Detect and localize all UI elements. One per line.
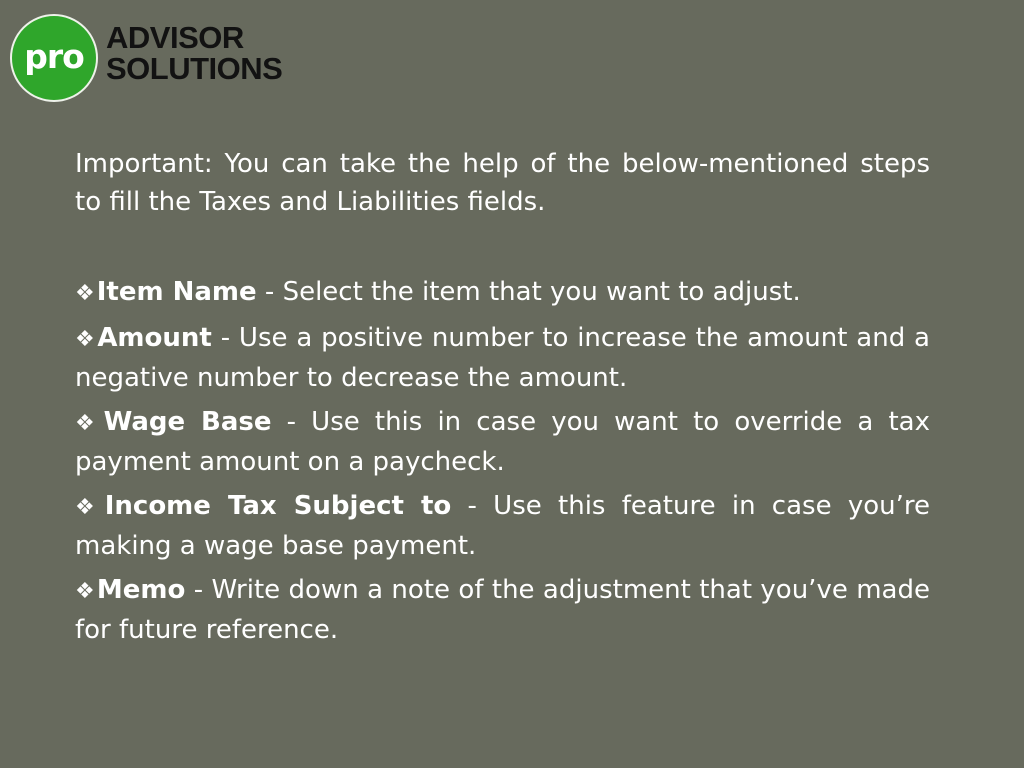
diamond-bullet-icon: ❖: [75, 327, 96, 352]
diamond-bullet-icon: ❖: [75, 495, 103, 520]
diamond-bullet-icon: ❖: [75, 411, 102, 436]
diamond-bullet-icon: ❖: [75, 579, 95, 604]
list-item-income-tax-subject-to: [75, 487, 930, 565]
item-term: Item Name: [96, 277, 257, 307]
list-item-memo: [75, 571, 930, 649]
list-item-amount: [75, 319, 930, 397]
diamond-bullet-icon: ❖: [75, 281, 95, 306]
item-term: Amount: [97, 323, 212, 353]
item-description: - Use a positive number to increase the amount and a negative number to decrease the amount.: [75, 323, 930, 393]
logo-mark: pro: [24, 36, 84, 76]
item-description: - Use this in case you want to override a tax payment amount on a paycheck.: [75, 407, 930, 477]
intro-paragraph: Important: You can take the help of the below-mentioned steps to fill the Taxes and Liabilities fields.: [75, 149, 930, 217]
item-description: - Select the item that you want to adjust.: [256, 277, 801, 307]
item-term: Wage Base: [103, 407, 272, 437]
item-description: - Use this feature in case you’re making a wage base payment.: [75, 491, 930, 561]
logo-line-solutions: SOLUTIONS: [106, 51, 283, 86]
logo-line-advisor: ADVISOR: [106, 20, 244, 55]
item-description: - Write down a note of the adjustment that you’ve made for future reference.: [75, 575, 930, 645]
slide-content: [75, 145, 930, 655]
logo-wordmark: [106, 22, 282, 84]
list-item-item-name: [75, 273, 930, 313]
item-term: Income Tax Subject to: [104, 491, 452, 521]
logo: [10, 12, 310, 104]
logo-badge: [10, 14, 98, 102]
list-item-wage-base: [75, 403, 930, 481]
item-term: Memo: [96, 575, 186, 605]
